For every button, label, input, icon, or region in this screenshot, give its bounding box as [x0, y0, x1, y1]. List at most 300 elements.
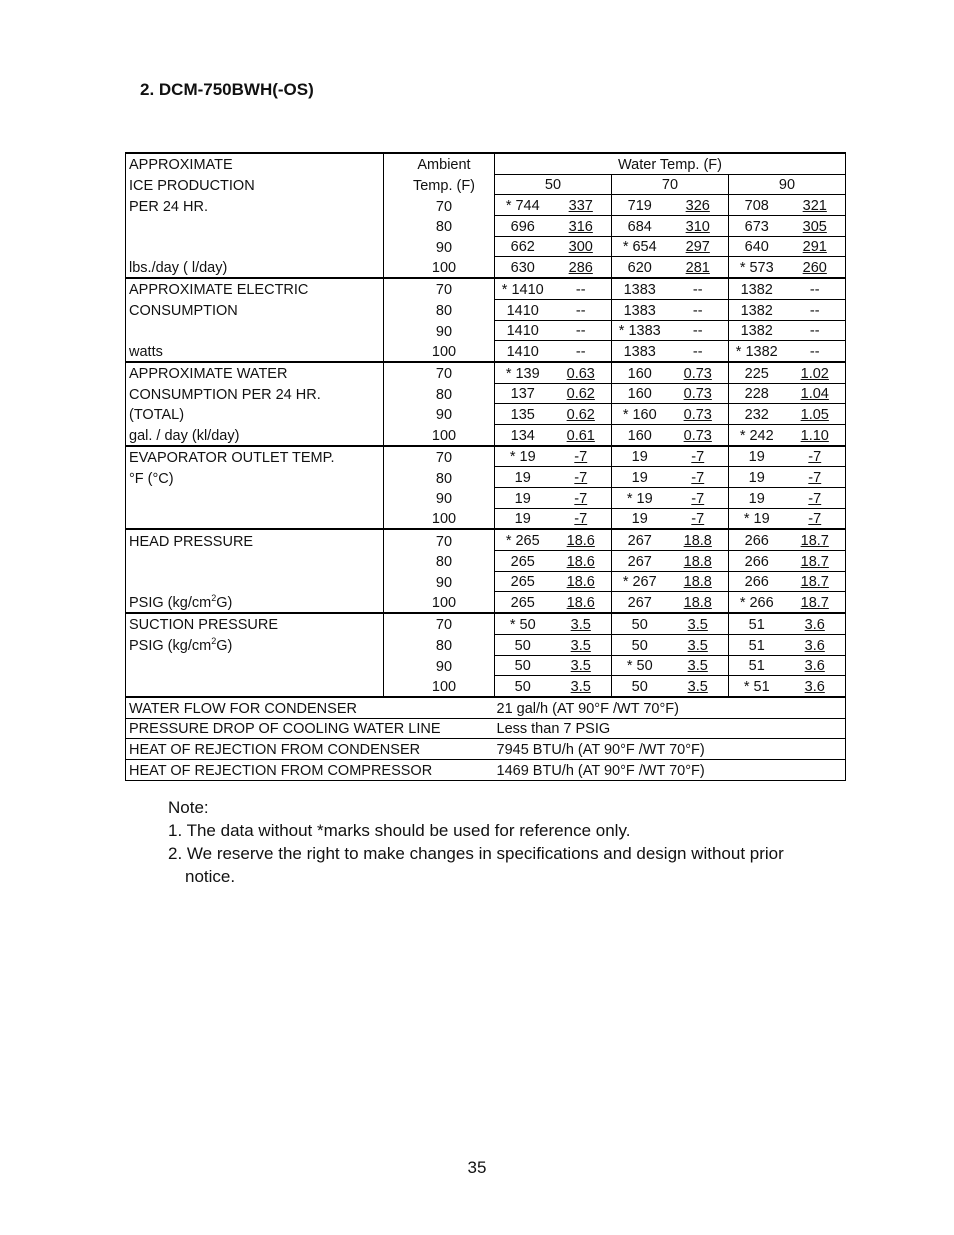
metric-value: --	[575, 323, 586, 340]
group-label	[126, 508, 384, 529]
value-cell: 19	[495, 488, 551, 509]
footer-label: WATER FLOW FOR CONDENSER	[126, 697, 495, 718]
value-cell: 19	[495, 508, 551, 529]
value-cell: 50	[612, 676, 668, 697]
value-cell: 1383	[612, 299, 668, 320]
group-label: (TOTAL)	[126, 404, 384, 425]
metric-value: 321	[802, 198, 827, 215]
notes-section	[168, 796, 784, 888]
header-ambient: Temp. (F)	[384, 174, 495, 195]
water-temp-title: Water Temp. (F)	[495, 153, 846, 174]
metric-value: --	[809, 343, 820, 360]
metric-value-cell	[785, 299, 846, 320]
ambient-temp: 80	[384, 551, 495, 572]
value-cell: 620	[612, 257, 668, 278]
page-number: 35	[467, 1158, 487, 1177]
table-row	[126, 236, 846, 257]
metric-value: 18.8	[683, 595, 712, 612]
metric-value: -7	[691, 470, 705, 486]
footer-value: 21 gal/h (AT 90°F /WT 70°F)	[495, 697, 846, 718]
note-item-1: 1. The data without *marks should be used for reference only.	[168, 821, 631, 840]
value-cell: 50	[495, 634, 551, 655]
metric-value: 3.5	[687, 637, 708, 654]
table-row	[126, 216, 846, 237]
metric-value: -7	[574, 449, 588, 466]
metric-value: -7	[808, 449, 822, 466]
value-cell: * 50	[495, 613, 551, 634]
value-cell: * 242	[729, 424, 785, 445]
metric-value-cell	[668, 488, 729, 509]
group-label	[126, 592, 384, 613]
metric-value: -7	[691, 490, 705, 507]
metric-value: 281	[685, 260, 710, 277]
value-cell: 19	[612, 467, 668, 488]
unit-label: PSIG (kg/cm	[129, 638, 212, 654]
metric-value-cell	[668, 320, 729, 341]
metric-value-cell	[551, 529, 612, 550]
water-temp-header: 90	[729, 174, 846, 195]
metric-value-cell	[785, 613, 846, 634]
metric-value-cell	[785, 404, 846, 425]
metric-value-cell	[785, 467, 846, 488]
metric-value-cell	[668, 551, 729, 572]
header-label: ICE PRODUCTION	[126, 174, 384, 195]
value-cell: 1410	[495, 299, 551, 320]
metric-value-cell	[668, 613, 729, 634]
metric-value-cell	[785, 446, 846, 467]
value-cell: 19	[729, 467, 785, 488]
ambient-temp: 90	[384, 236, 495, 257]
table-row	[126, 508, 846, 529]
metric-value: -7	[808, 470, 822, 486]
metric-value: 0.73	[683, 365, 712, 382]
metric-value: 316	[568, 218, 593, 235]
metric-value: 18.7	[800, 595, 829, 612]
value-cell: 265	[495, 551, 551, 572]
value-cell: * 744	[495, 195, 551, 216]
metric-value: -7	[808, 490, 822, 507]
value-cell: 232	[729, 404, 785, 425]
value-cell: 1382	[729, 278, 785, 299]
value-cell: 267	[612, 592, 668, 613]
group-label: HEAD PRESSURE	[126, 529, 384, 550]
value-cell: * 1383	[612, 320, 668, 341]
value-cell: * 267	[612, 571, 668, 592]
footer-value: Less than 7 PSIG	[495, 718, 846, 739]
metric-value-cell	[785, 529, 846, 550]
value-cell: 1382	[729, 320, 785, 341]
value-cell: * 1410	[495, 278, 551, 299]
value-cell: * 266	[729, 592, 785, 613]
group-label: SUCTION PRESSURE	[126, 613, 384, 634]
ambient-temp: 80	[384, 299, 495, 320]
table-row	[126, 655, 846, 676]
value-cell: * 160	[612, 404, 668, 425]
group-label: gal. / day (kl/day)	[126, 424, 384, 445]
unit-label: PSIG (kg/cm	[129, 595, 212, 612]
metric-value: 0.62	[566, 386, 595, 403]
table-row	[126, 404, 846, 425]
metric-value-cell	[785, 592, 846, 613]
table-row	[126, 676, 846, 697]
group-label: watts	[126, 341, 384, 362]
table-row	[126, 446, 846, 467]
unit-suffix: G)	[216, 638, 233, 654]
ambient-temp: 70	[384, 278, 495, 299]
metric-value-cell	[551, 508, 612, 529]
value-cell: 1383	[612, 278, 668, 299]
metric-value: 1.02	[800, 365, 829, 382]
table-row	[126, 362, 846, 383]
metric-value-cell	[551, 278, 612, 299]
metric-value-cell	[551, 571, 612, 592]
table-row	[126, 424, 846, 445]
metric-value: 297	[685, 239, 710, 256]
metric-value: 3.5	[687, 616, 708, 633]
metric-value: 260	[802, 260, 827, 277]
value-cell: * 139	[495, 362, 551, 383]
metric-value: 3.5	[570, 637, 591, 654]
value-cell: 662	[495, 236, 551, 257]
group-label: APPROXIMATE ELECTRIC	[126, 278, 384, 299]
metric-value-cell	[551, 655, 612, 676]
value-cell: 19	[729, 488, 785, 509]
metric-value-cell	[668, 508, 729, 529]
value-cell: 266	[729, 551, 785, 572]
value-cell: * 19	[729, 508, 785, 529]
metric-value: 326	[685, 198, 710, 215]
metric-value: 1.10	[800, 427, 829, 444]
table-row	[126, 467, 846, 488]
metric-value: 0.61	[566, 427, 595, 444]
ambient-temp: 90	[384, 655, 495, 676]
value-cell: 50	[495, 676, 551, 697]
value-cell: 19	[612, 508, 668, 529]
metric-value: 18.7	[800, 574, 829, 591]
metric-value: 3.5	[687, 658, 708, 675]
footer-label: PRESSURE DROP OF COOLING WATER LINE	[126, 718, 495, 739]
metric-value: --	[575, 343, 586, 360]
value-cell: 1410	[495, 320, 551, 341]
table-row	[126, 257, 846, 278]
group-label	[126, 488, 384, 509]
table-row	[126, 383, 846, 404]
unit-suffix: G)	[216, 595, 233, 612]
metric-value-cell	[785, 655, 846, 676]
table-row	[126, 320, 846, 341]
table-row	[126, 571, 846, 592]
metric-value-cell	[785, 424, 846, 445]
metric-value-cell	[668, 278, 729, 299]
group-label: lbs./day ( l/day)	[126, 257, 384, 278]
value-cell: 719	[612, 195, 668, 216]
metric-value-cell	[668, 236, 729, 257]
metric-value-cell	[668, 341, 729, 362]
metric-value-cell	[668, 216, 729, 237]
metric-value-cell	[551, 236, 612, 257]
footer-value: 7945 BTU/h (AT 90°F /WT 70°F)	[495, 739, 846, 760]
metric-value-cell	[668, 424, 729, 445]
metric-value: -7	[691, 511, 705, 528]
metric-value-cell	[551, 551, 612, 572]
ambient-temp: 90	[384, 320, 495, 341]
value-cell: 1410	[495, 341, 551, 362]
value-cell: 1382	[729, 299, 785, 320]
table-row	[126, 529, 846, 550]
metric-value-cell	[785, 195, 846, 216]
metric-value: --	[692, 302, 703, 319]
value-cell: 134	[495, 424, 551, 445]
metric-value: --	[575, 302, 586, 319]
note-item-2-continuation: notice.	[185, 867, 236, 886]
metric-value: --	[809, 281, 820, 298]
group-label	[126, 236, 384, 257]
ambient-temp: 70	[384, 613, 495, 634]
metric-value: 3.5	[570, 678, 591, 695]
value-cell: * 573	[729, 257, 785, 278]
value-cell: 19	[495, 467, 551, 488]
value-cell: 160	[612, 383, 668, 404]
value-cell: 265	[495, 592, 551, 613]
value-cell: 266	[729, 571, 785, 592]
metric-value: 3.6	[804, 658, 825, 675]
footer-row	[126, 697, 846, 718]
metric-value-cell	[551, 592, 612, 613]
metric-value-cell	[785, 676, 846, 697]
value-cell: * 19	[612, 488, 668, 509]
metric-value: 291	[802, 239, 827, 256]
metric-value: --	[809, 302, 820, 319]
footer-value: 1469 BTU/h (AT 90°F /WT 70°F)	[495, 759, 846, 780]
value-cell: * 51	[729, 676, 785, 697]
metric-value: --	[575, 281, 586, 298]
group-label: PER 24 HR.	[126, 195, 384, 216]
value-cell: 137	[495, 383, 551, 404]
value-cell: 225	[729, 362, 785, 383]
metric-value-cell	[551, 467, 612, 488]
metric-value-cell	[551, 216, 612, 237]
metric-value: --	[692, 323, 703, 340]
metric-value-cell	[785, 508, 846, 529]
metric-value: --	[692, 281, 703, 298]
metric-value-cell	[668, 404, 729, 425]
metric-value: 1.05	[800, 406, 829, 423]
value-cell: 19	[612, 446, 668, 467]
value-cell: 160	[612, 424, 668, 445]
metric-value: --	[809, 323, 820, 340]
metric-value-cell	[785, 257, 846, 278]
metric-value: 3.6	[804, 678, 825, 695]
metric-value: 337	[568, 198, 593, 215]
notes-title: Note:	[168, 798, 209, 817]
table-header-row	[126, 153, 846, 174]
table-row	[126, 613, 846, 634]
table-row	[126, 195, 846, 216]
metric-value-cell	[551, 488, 612, 509]
metric-value: -7	[808, 511, 822, 528]
metric-value-cell	[551, 676, 612, 697]
ambient-temp: 100	[384, 676, 495, 697]
table-row	[126, 341, 846, 362]
metric-value: -7	[574, 511, 588, 528]
value-cell: 265	[495, 571, 551, 592]
water-temp-header: 70	[612, 174, 729, 195]
metric-value-cell	[668, 467, 729, 488]
value-cell: * 1382	[729, 341, 785, 362]
value-cell: 51	[729, 655, 785, 676]
ambient-temp: 80	[384, 216, 495, 237]
metric-value: --	[692, 343, 703, 360]
metric-value: -7	[574, 490, 588, 507]
header-label: APPROXIMATE	[126, 153, 384, 174]
group-label	[126, 634, 384, 655]
metric-value-cell	[785, 236, 846, 257]
metric-value: 0.73	[683, 386, 712, 403]
table-row	[126, 551, 846, 572]
metric-value: 18.6	[566, 574, 595, 591]
value-cell: 640	[729, 236, 785, 257]
metric-value-cell	[785, 362, 846, 383]
metric-value-cell	[551, 341, 612, 362]
unit-superscript: 2	[211, 636, 217, 647]
metric-value-cell	[668, 676, 729, 697]
metric-value: 310	[685, 218, 710, 235]
value-cell: 51	[729, 634, 785, 655]
specification-table	[125, 152, 846, 781]
metric-value: 300	[568, 239, 593, 256]
ambient-temp: 80	[384, 467, 495, 488]
ambient-temp: 70	[384, 195, 495, 216]
note-item-2: 2. We reserve the right to make changes in specifications and design without prior	[168, 844, 784, 863]
metric-value: 18.8	[683, 574, 712, 591]
metric-value-cell	[551, 320, 612, 341]
metric-value-cell	[668, 195, 729, 216]
metric-value: 3.5	[687, 678, 708, 695]
metric-value-cell	[668, 571, 729, 592]
value-cell: 266	[729, 529, 785, 550]
ambient-temp: 100	[384, 508, 495, 529]
table-row	[126, 488, 846, 509]
metric-value-cell	[668, 383, 729, 404]
value-cell: 50	[612, 634, 668, 655]
table-row	[126, 299, 846, 320]
table-row	[126, 592, 846, 613]
metric-value-cell	[785, 341, 846, 362]
ambient-temp: 90	[384, 404, 495, 425]
value-cell: 160	[612, 362, 668, 383]
metric-value: -7	[574, 470, 588, 486]
group-label: APPROXIMATE WATER	[126, 362, 384, 383]
value-cell: 696	[495, 216, 551, 237]
metric-value-cell	[551, 634, 612, 655]
footer-label: HEAT OF REJECTION FROM COMPRESSOR	[126, 759, 495, 780]
value-cell: 1383	[612, 341, 668, 362]
metric-value-cell	[668, 446, 729, 467]
metric-value-cell	[551, 299, 612, 320]
metric-value-cell	[785, 216, 846, 237]
metric-value-cell	[551, 362, 612, 383]
metric-value: 18.6	[566, 595, 595, 612]
metric-value-cell	[551, 383, 612, 404]
metric-value-cell	[551, 613, 612, 634]
ambient-temp: 100	[384, 424, 495, 445]
footer-row	[126, 759, 846, 780]
value-cell: 267	[612, 529, 668, 550]
metric-value-cell	[785, 551, 846, 572]
metric-value-cell	[785, 571, 846, 592]
metric-value-cell	[551, 257, 612, 278]
ambient-temp: 90	[384, 571, 495, 592]
value-cell: 630	[495, 257, 551, 278]
metric-value: 18.6	[566, 553, 595, 570]
metric-value: 18.8	[683, 553, 712, 570]
value-cell: 708	[729, 195, 785, 216]
metric-value-cell	[668, 655, 729, 676]
ambient-temp: 70	[384, 362, 495, 383]
metric-value: 1.04	[800, 386, 829, 403]
metric-value: 3.5	[570, 616, 591, 633]
value-cell: 228	[729, 383, 785, 404]
value-cell: 50	[612, 613, 668, 634]
group-label: EVAPORATOR OUTLET TEMP.	[126, 446, 384, 467]
group-label	[126, 216, 384, 237]
group-label: CONSUMPTION	[126, 299, 384, 320]
metric-value: 3.6	[804, 637, 825, 654]
metric-value: 0.73	[683, 406, 712, 423]
ambient-temp: 100	[384, 341, 495, 362]
value-cell: 51	[729, 613, 785, 634]
value-cell: * 654	[612, 236, 668, 257]
metric-value-cell	[785, 634, 846, 655]
unit-superscript: 2	[211, 593, 217, 604]
ambient-temp: 70	[384, 446, 495, 467]
metric-value-cell	[668, 362, 729, 383]
group-label	[126, 571, 384, 592]
metric-value-cell	[785, 383, 846, 404]
value-cell: * 265	[495, 529, 551, 550]
ambient-temp: 100	[384, 592, 495, 613]
value-cell: 135	[495, 404, 551, 425]
value-cell: 673	[729, 216, 785, 237]
group-label	[126, 320, 384, 341]
metric-value-cell	[785, 320, 846, 341]
metric-value: 0.62	[566, 406, 595, 423]
footer-row	[126, 739, 846, 760]
ambient-temp: 70	[384, 529, 495, 550]
metric-value: 0.73	[683, 427, 712, 444]
metric-value: 3.5	[570, 658, 591, 675]
group-label: CONSUMPTION PER 24 HR.	[126, 383, 384, 404]
metric-value-cell	[551, 195, 612, 216]
metric-value-cell	[551, 404, 612, 425]
table-header-row	[126, 174, 846, 195]
metric-value-cell	[668, 592, 729, 613]
metric-value-cell	[551, 424, 612, 445]
header-ambient: Ambient	[384, 153, 495, 174]
water-temp-header: 50	[495, 174, 612, 195]
value-cell: 19	[729, 446, 785, 467]
metric-value: 0.63	[566, 365, 595, 382]
metric-value: 305	[802, 218, 827, 235]
page-title: 2. DCM-750BWH(-OS)	[140, 80, 314, 99]
group-label: °F (°C)	[126, 467, 384, 488]
metric-value-cell	[785, 278, 846, 299]
ambient-temp: 80	[384, 634, 495, 655]
group-label	[126, 551, 384, 572]
metric-value-cell	[668, 257, 729, 278]
table-row	[126, 634, 846, 655]
value-cell: * 19	[495, 446, 551, 467]
